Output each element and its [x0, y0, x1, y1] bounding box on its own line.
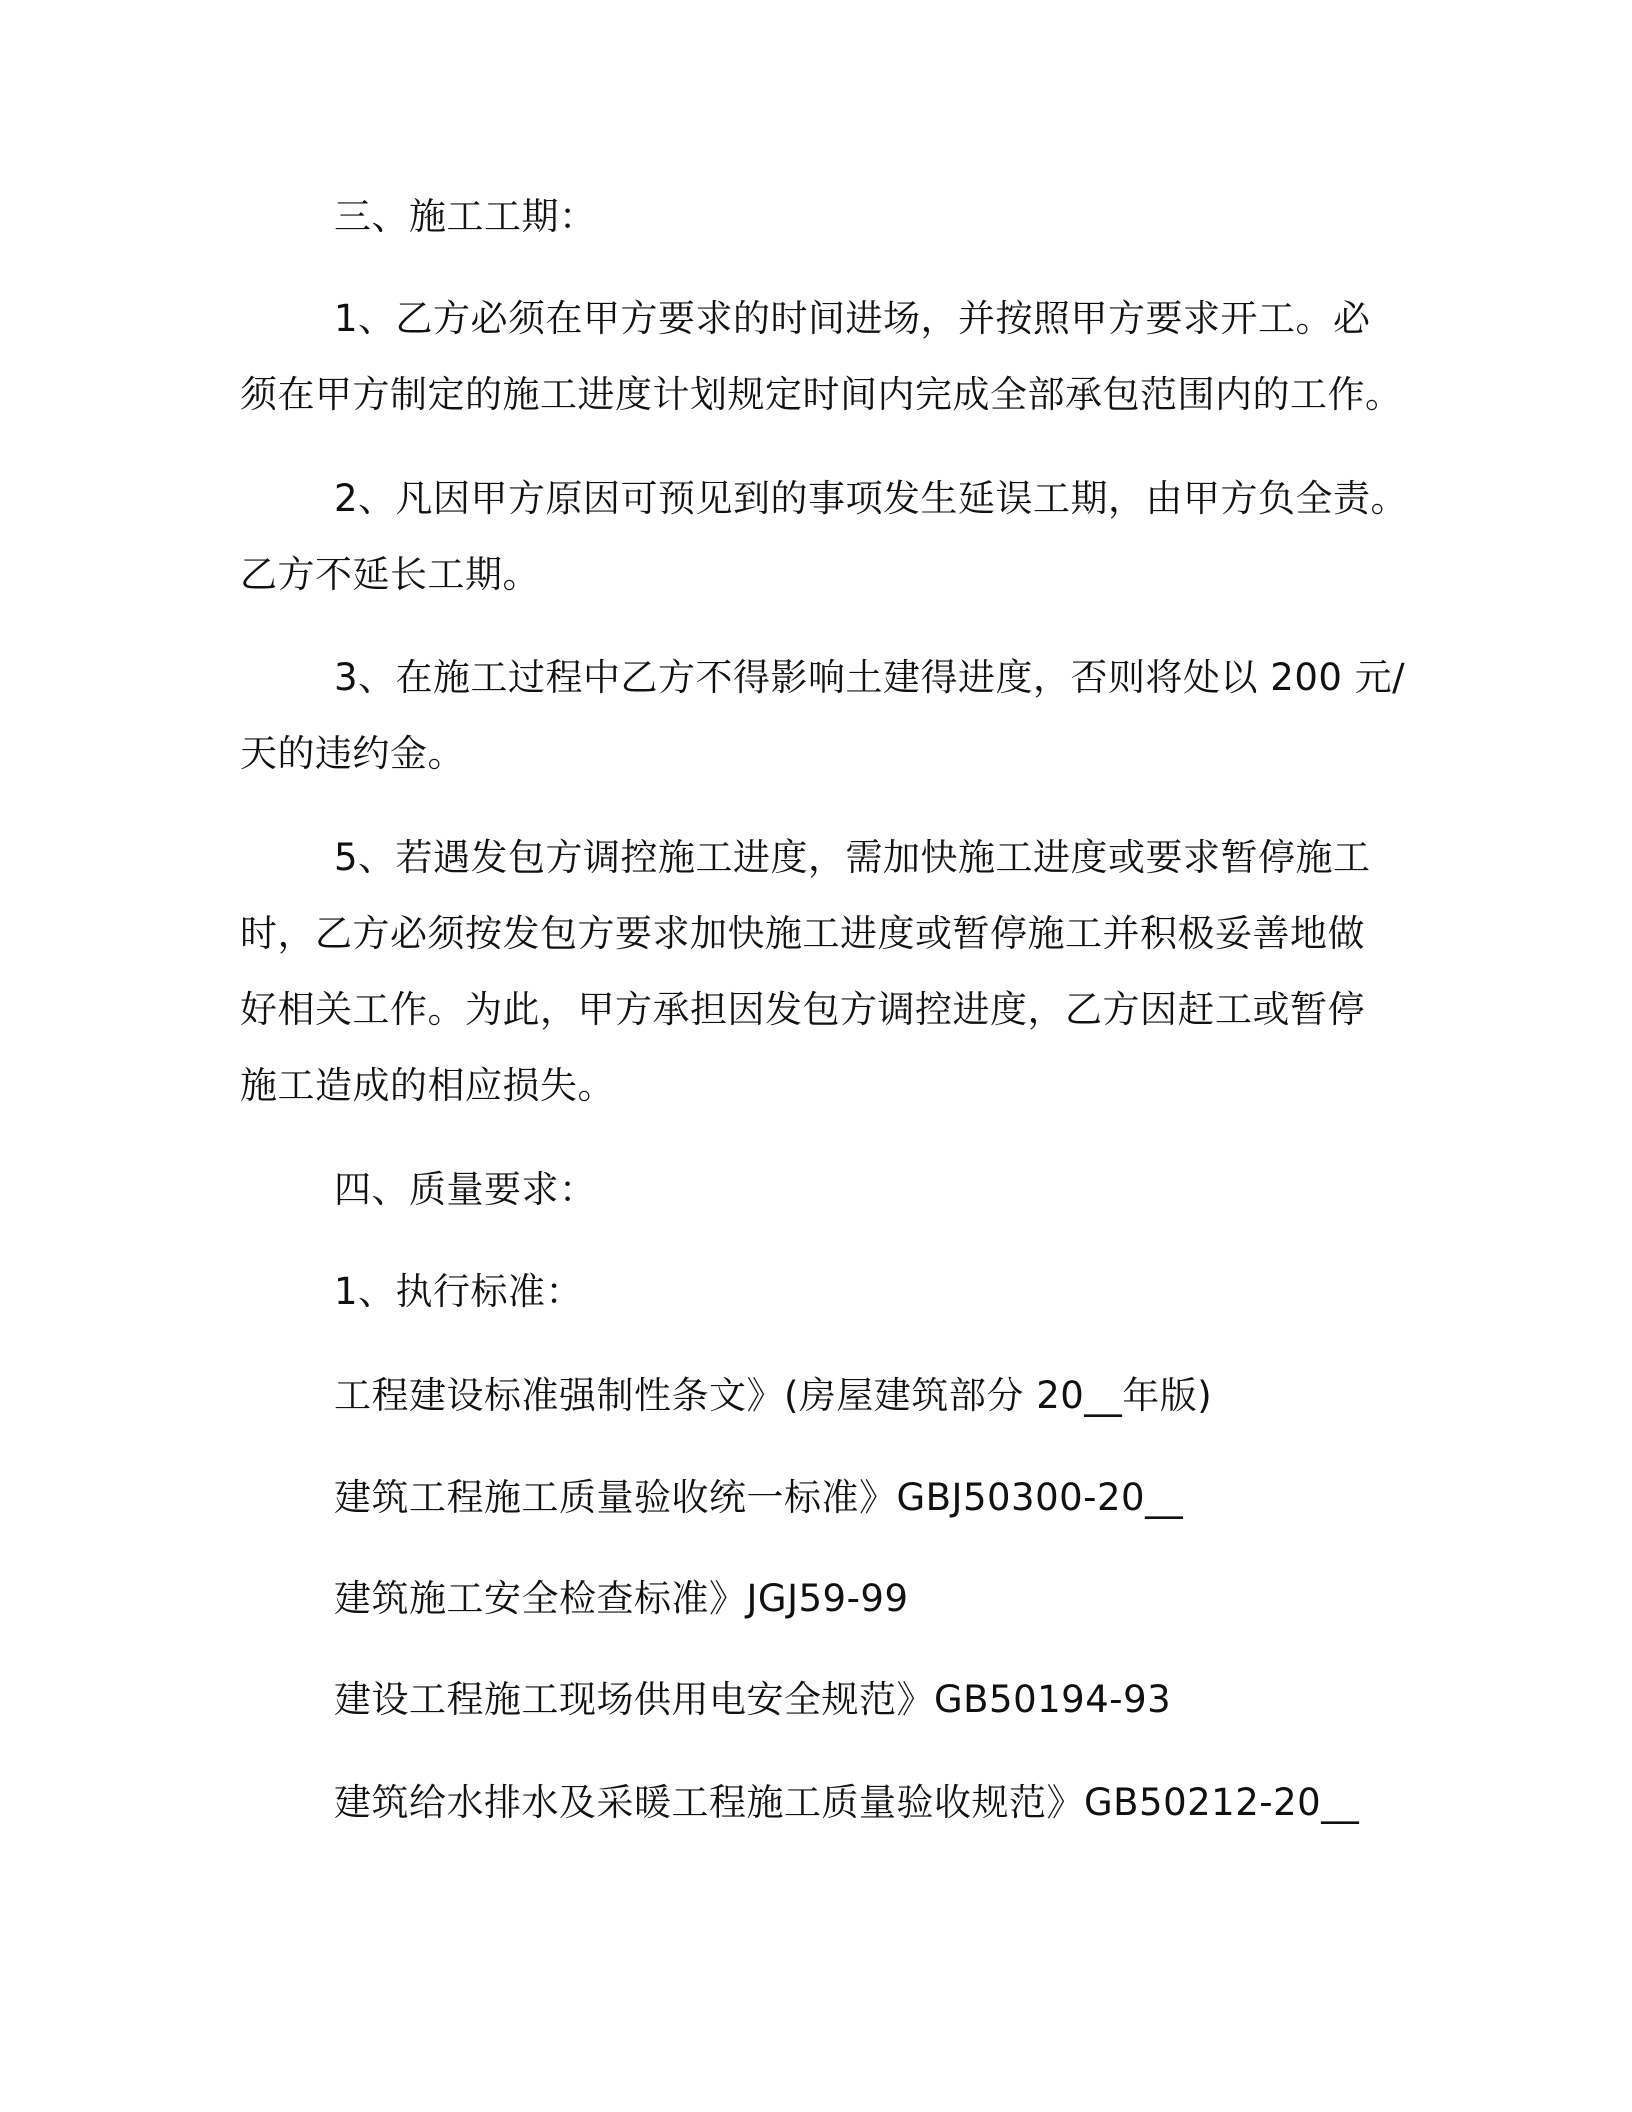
standard-item: 建筑工程施工质量验收统一标准》GBJ50300-20__ [334, 1476, 1184, 1519]
item-3-line-2: 天的违约金。 [240, 732, 465, 775]
standard-item: 建设工程施工现场供用电安全规范》GB50194-93 [334, 1678, 1172, 1721]
standard-item: 建筑施工安全检查标准》JGJ59-99 [334, 1577, 909, 1620]
standard-item: 建筑给水排水及采暖工程施工质量验收规范》GB50212-20__ [334, 1781, 1360, 1824]
standards-heading: 1、执行标准： [334, 1270, 584, 1313]
standard-item: 工程建设标准强制性条文》(房屋建筑部分 20__年版) [334, 1374, 1213, 1417]
item-5-line-1: 5、若遇发包方调控施工进度，需加快施工进度或要求暂停施工 [334, 836, 1371, 879]
item-2-line-2: 乙方不延长工期。 [240, 553, 540, 596]
item-3-line-1: 3、在施工过程中乙方不得影响土建得进度，否则将处以 200 元/ [334, 656, 1406, 699]
section-3-heading: 三、施工工期： [334, 195, 597, 238]
item-1-line-1: 1、乙方必须在甲方要求的时间进场，并按照甲方要求开工。必 [334, 297, 1371, 340]
item-5-line-3: 好相关工作。为此，甲方承担因发包方调控进度，乙方因赶工或暂停 [240, 988, 1365, 1031]
item-5-line-4: 施工造成的相应损失。 [240, 1064, 615, 1107]
item-2-line-1: 2、凡因甲方原因可预见到的事项发生延误工期，由甲方负全责。 [334, 477, 1409, 520]
section-4-heading: 四、质量要求： [334, 1168, 597, 1211]
item-5-line-2: 时，乙方必须按发包方要求加快施工进度或暂停施工并积极妥善地做 [240, 912, 1365, 955]
item-1-line-2: 须在甲方制定的施工进度计划规定时间内完成全部承包范围内的工作。 [240, 373, 1403, 416]
